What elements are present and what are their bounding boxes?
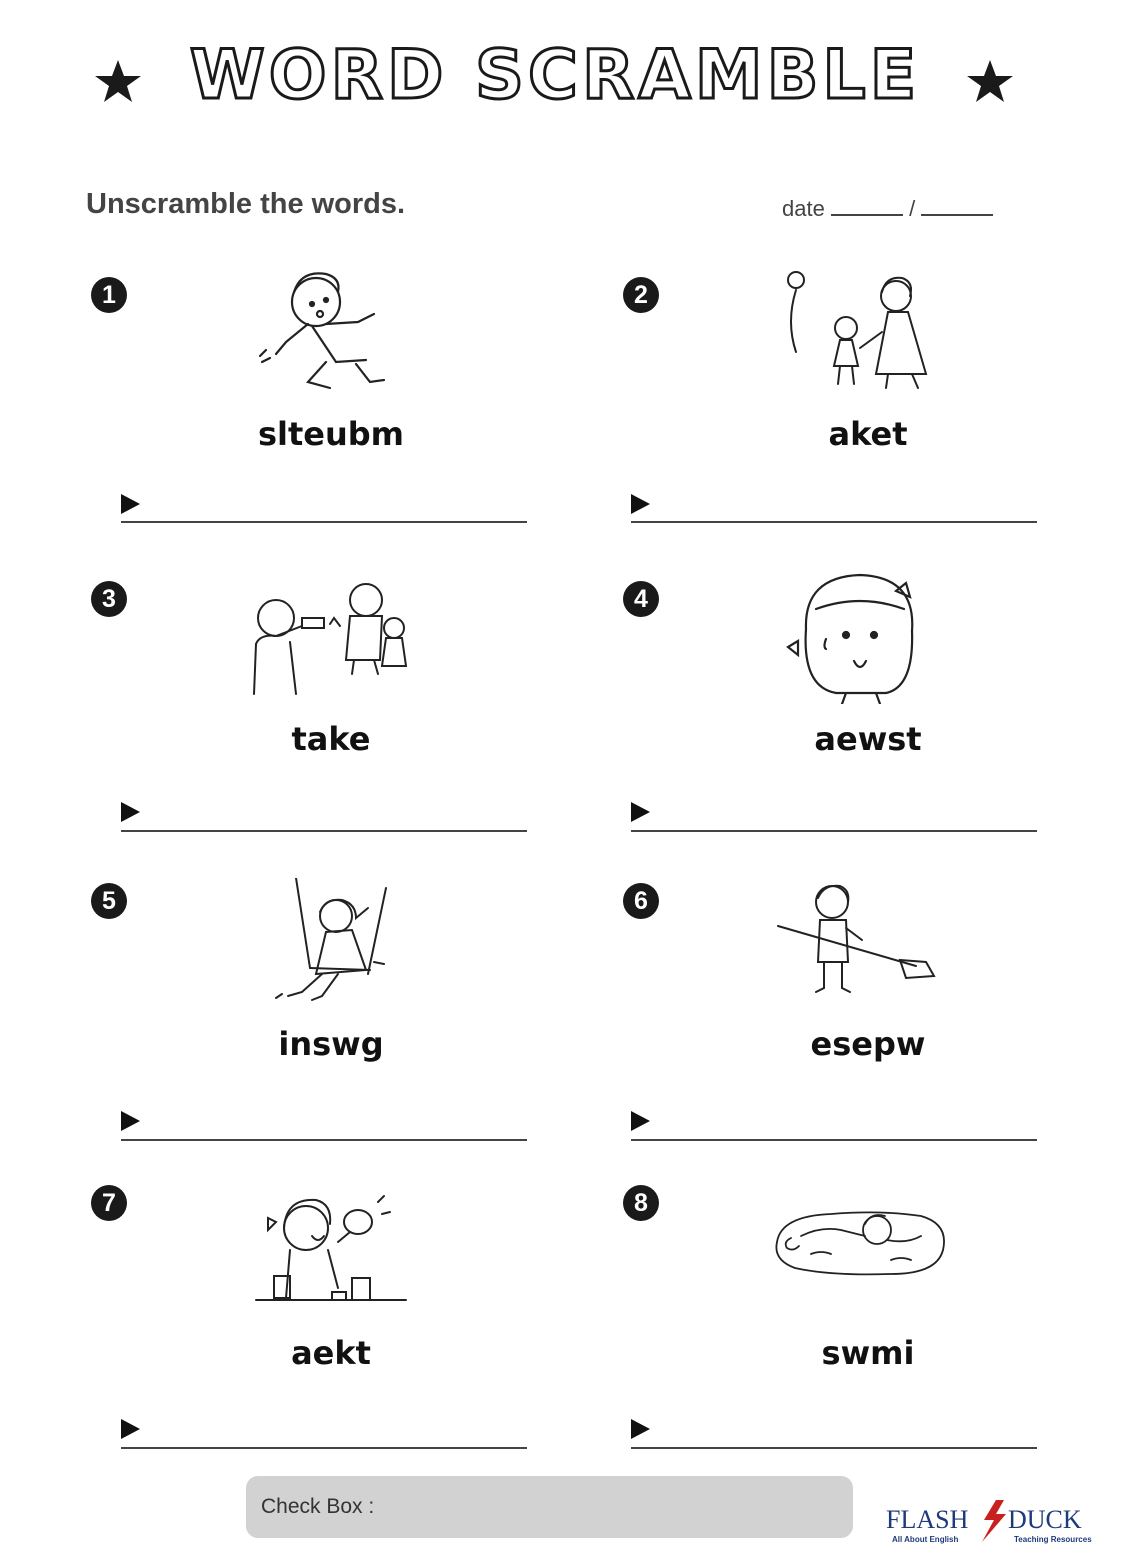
lightning-bolt-icon — [982, 1500, 1006, 1542]
logo-brand-right: DUCK — [1008, 1505, 1082, 1534]
item-5 — [86, 868, 606, 1168]
logo-tagline-left: All About English — [892, 1535, 959, 1544]
picture-boy-sweeping — [776, 878, 946, 1013]
item-8 — [596, 1170, 1116, 1470]
answer-line[interactable] — [121, 1139, 527, 1141]
arrow-icon — [631, 1419, 650, 1439]
answer-line[interactable] — [631, 521, 1037, 523]
date-separator: / — [909, 196, 916, 221]
check-box-label: Check Box : — [261, 1495, 375, 1518]
scrambled-word: swmi — [821, 1334, 915, 1372]
item-number: 4 — [623, 581, 659, 617]
worksheet-header — [0, 20, 1122, 110]
arrow-icon — [631, 1111, 650, 1131]
item-3 — [86, 566, 606, 866]
item-1 — [86, 262, 606, 562]
arrow-icon — [121, 494, 140, 514]
logo-brand-left: FLASH — [886, 1505, 969, 1534]
scrambled-word: aewst — [814, 720, 922, 758]
answer-line[interactable] — [631, 1139, 1037, 1141]
scrambled-word: take — [291, 720, 371, 758]
date-field[interactable] — [782, 196, 993, 222]
scrambled-word: inswg — [278, 1025, 384, 1063]
item-number: 1 — [91, 277, 127, 313]
item-number: 5 — [91, 883, 127, 919]
picture-girl-and-mother-walking — [776, 262, 946, 397]
header-art — [0, 20, 1122, 110]
picture-sweating-girl — [776, 569, 946, 704]
scrambled-word: aekt — [291, 1334, 371, 1372]
item-7 — [86, 1170, 606, 1470]
answer-line[interactable] — [631, 830, 1037, 832]
answer-line[interactable] — [121, 1447, 527, 1449]
arrow-icon — [631, 802, 650, 822]
picture-boy-stumbling — [246, 262, 416, 397]
date-label: date — [782, 196, 825, 221]
arrow-icon — [121, 1111, 140, 1131]
item-number: 8 — [623, 1185, 659, 1221]
picture-girl-on-swing — [246, 878, 416, 1013]
arrow-icon — [121, 1419, 140, 1439]
scrambled-word: esepw — [810, 1025, 926, 1063]
logo-tagline-right: Teaching Resources — [1014, 1535, 1092, 1544]
item-number: 7 — [91, 1185, 127, 1221]
answer-line[interactable] — [121, 521, 527, 523]
flashduck-logo — [884, 1498, 1114, 1546]
arrow-icon — [121, 802, 140, 822]
scrambled-word: slteubm — [257, 415, 405, 453]
page-title: WORD SCRAMBLE — [189, 36, 921, 110]
item-number: 3 — [91, 581, 127, 617]
answer-line[interactable] — [121, 830, 527, 832]
item-4 — [596, 566, 1116, 866]
answer-line[interactable] — [631, 1447, 1037, 1449]
date-blank-1[interactable] — [831, 196, 903, 216]
item-6 — [596, 868, 1116, 1168]
item-number: 2 — [623, 277, 659, 313]
check-box[interactable] — [246, 1476, 853, 1538]
item-number: 6 — [623, 883, 659, 919]
picture-girl-eating — [246, 1188, 416, 1323]
picture-boy-taking-photo — [246, 574, 416, 709]
date-blank-2[interactable] — [921, 196, 993, 216]
instructions: Unscramble the words. — [86, 188, 406, 220]
arrow-icon — [631, 494, 650, 514]
star-icon-right — [967, 60, 1013, 102]
item-2 — [596, 262, 1116, 562]
picture-child-swimming — [771, 1190, 951, 1290]
scrambled-word: aket — [828, 415, 908, 453]
star-icon-left — [95, 60, 141, 102]
